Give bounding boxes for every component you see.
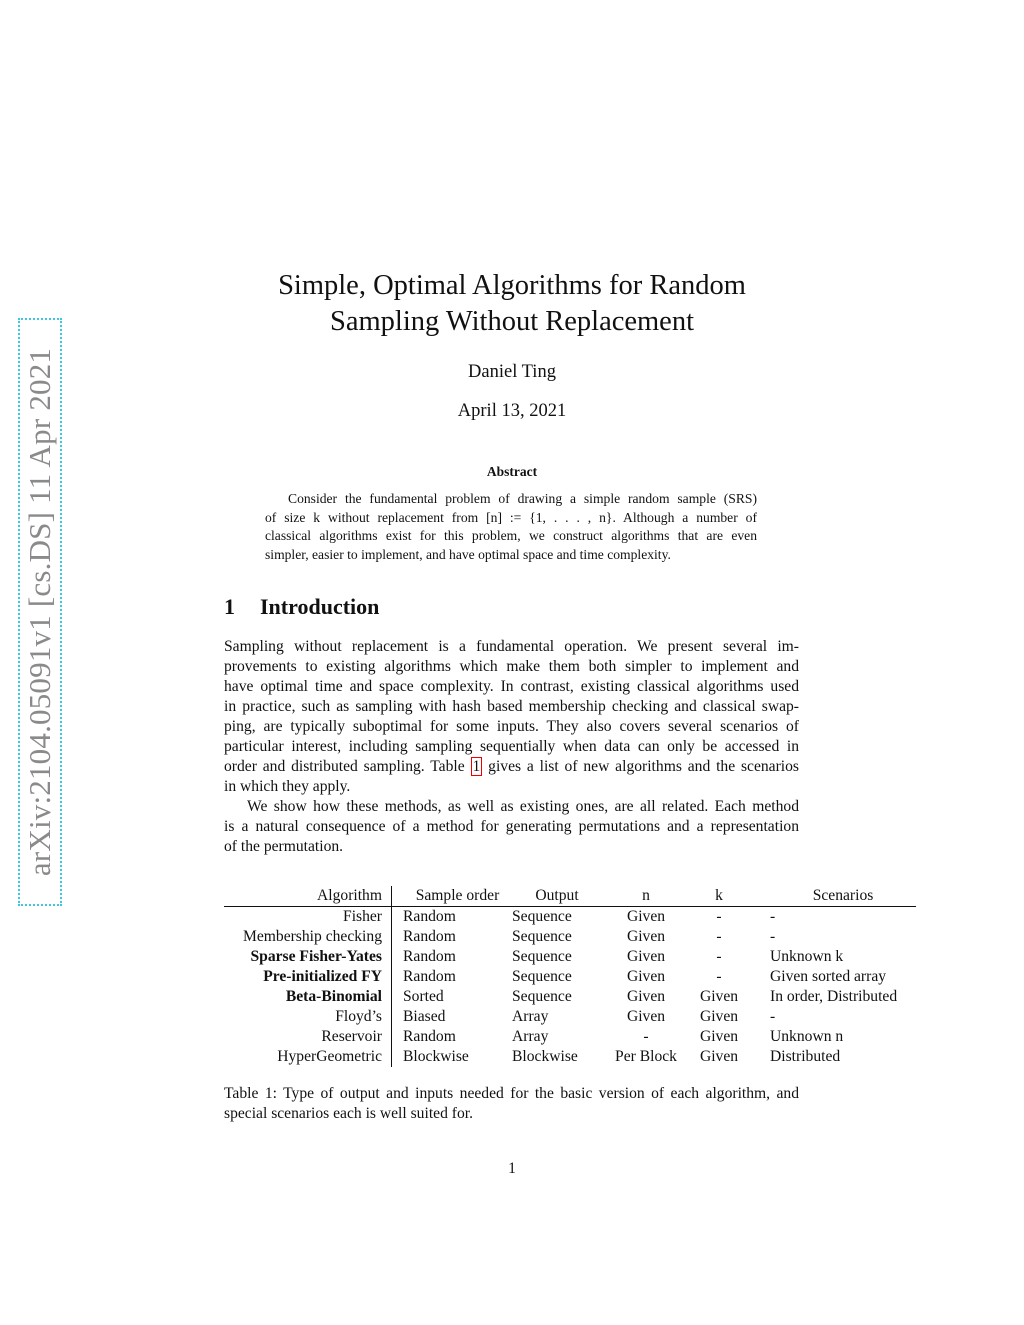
- table-cell: Given: [626, 928, 666, 945]
- table-row: [224, 967, 916, 987]
- intro-paragraph-1: [224, 637, 799, 797]
- table-cell: Unknown n: [770, 1028, 844, 1045]
- table-cell: Floyd’s: [224, 1007, 392, 1027]
- table-cell: Array: [512, 1008, 549, 1025]
- table-cell: Biased: [403, 1008, 446, 1025]
- abstract-line: simpler, easier to implement, and have optimal space and time complexity.: [265, 546, 671, 562]
- abstract-line: classical algorithms exist for this problem, we construct algorithms that are even: [265, 528, 757, 543]
- table-cell: Given sorted array: [770, 968, 887, 985]
- table-cell: Fisher: [224, 907, 392, 928]
- paper-title: [0, 268, 1024, 340]
- table-cell: -: [770, 928, 776, 945]
- text-line: Sampling without replacement is a fundamental operation. We present several im-: [224, 638, 799, 655]
- text-line: ping, are typically suboptimal for some inputs. They also covers several scenarios of: [224, 718, 799, 735]
- table-cell: Given: [626, 948, 666, 965]
- text-line: provements to existing algorithms which make them both simpler to implement and: [224, 658, 799, 675]
- table-cell: Reservoir: [224, 1027, 392, 1047]
- column-header: Algorithm: [224, 886, 392, 907]
- table-cell: Random: [403, 968, 456, 985]
- intro-paragraph-2: [224, 797, 799, 857]
- table-cell: Blockwise: [403, 1048, 469, 1065]
- table-cell: Sequence: [512, 968, 572, 985]
- table-cell: -: [716, 908, 722, 925]
- text-fragment: gives a list of new algorithms and the scenarios: [488, 758, 799, 775]
- table-cell: Given: [699, 1028, 739, 1045]
- table-cell: Random: [403, 1028, 456, 1045]
- table-cell: Given: [626, 908, 666, 925]
- title-line: Sampling Without Replacement: [329, 306, 694, 337]
- caption-line: Table 1: Type of output and inputs needed for the basic version of each algorithm, and: [224, 1085, 799, 1102]
- table-cell: -: [643, 1028, 649, 1045]
- table-cell: Membership checking: [224, 927, 392, 947]
- table-row: [224, 1047, 916, 1067]
- text-line: have optimal time and space complexity. In contrast, existing classical algorithms used: [224, 678, 799, 695]
- text-line: We show how these methods, as well as existing ones, are all related. Each method: [247, 798, 799, 815]
- text-line: is a natural consequence of a method for generating permutations and a representation: [224, 818, 799, 835]
- text-line: [224, 757, 799, 777]
- table-caption: [224, 1084, 799, 1124]
- table-cell: -: [716, 948, 722, 965]
- table-cell: Sequence: [512, 908, 572, 925]
- table-cell: Sequence: [512, 928, 572, 945]
- caption-line: special scenarios each is well suited for.: [224, 1105, 473, 1122]
- table-cell: -: [770, 1008, 776, 1025]
- table-reference-link[interactable]: 1: [472, 758, 481, 775]
- table-cell: Given: [699, 1008, 739, 1025]
- date: April 13, 2021: [457, 401, 567, 421]
- table-row: [224, 947, 916, 967]
- table-cell: -: [716, 928, 722, 945]
- algorithms-table: [224, 886, 916, 1067]
- text-fragment: order and distributed sampling. Table: [224, 758, 465, 775]
- table-cell: Sorted: [403, 988, 444, 1005]
- table-row: [224, 907, 916, 928]
- author: Daniel Ting: [468, 362, 556, 382]
- text-line: in which they apply.: [224, 778, 351, 795]
- text-line: particular interest, including sampling sequentially when data can only be accessed in: [224, 738, 799, 755]
- page-number: 1: [508, 1160, 516, 1177]
- text-line: of the permutation.: [224, 838, 344, 855]
- table-cell: Given: [626, 988, 666, 1005]
- table-row: [224, 927, 916, 947]
- table-row: [224, 987, 916, 1007]
- table-header-row: [224, 886, 916, 907]
- table-cell: Random: [403, 948, 456, 965]
- table-cell: Unknown k: [770, 948, 844, 965]
- table-cell: Given: [626, 1008, 666, 1025]
- abstract-body: [265, 490, 757, 564]
- arxiv-id: arXiv:2104.05091v1 [cs.DS] 11 Apr 2021: [22, 347, 57, 877]
- table-cell: -: [716, 968, 722, 985]
- table-cell: Pre-initialized FY: [224, 967, 392, 987]
- table-cell: In order, Distributed: [770, 988, 898, 1005]
- table-cell: Beta-Binomial: [224, 987, 392, 1007]
- table-cell: HyperGeometric: [224, 1047, 392, 1067]
- column-header: k: [690, 886, 748, 907]
- table-cell: Given: [699, 988, 739, 1005]
- table-cell: Given: [699, 1048, 739, 1065]
- table-cell: Random: [403, 908, 456, 925]
- table-cell: Sequence: [512, 948, 572, 965]
- table-cell: Random: [403, 928, 456, 945]
- abstract-line: of size k without replacement from [n] := {1, . . . , n}. Although a number of: [265, 509, 757, 525]
- table-cell: Sequence: [512, 988, 572, 1005]
- title-line: Simple, Optimal Algorithms for Random: [278, 270, 746, 301]
- table-cell: Blockwise: [512, 1048, 578, 1065]
- table-cell: Sparse Fisher-Yates: [224, 947, 392, 967]
- table-cell: Distributed: [770, 1048, 841, 1065]
- abstract-heading: Abstract: [486, 464, 538, 479]
- table-cell: Array: [512, 1028, 549, 1045]
- column-header: Sample order: [392, 886, 513, 907]
- column-header: Output: [512, 886, 602, 907]
- table-cell: -: [770, 908, 776, 925]
- table-cell: Given: [626, 968, 666, 985]
- table-row: [224, 1027, 916, 1047]
- section-title: Introduction: [260, 594, 380, 619]
- column-header: n: [602, 886, 690, 907]
- column-header: Scenarios: [748, 886, 916, 907]
- table-row: [224, 1007, 916, 1027]
- abstract-line: Consider the fundamental problem of drawing a simple random sample (SRS): [288, 491, 757, 506]
- section-number: 1: [224, 594, 235, 619]
- table-cell: Per Block: [615, 1048, 677, 1065]
- text-line: in practice, such as sampling with hash based membership checking and classical swap-: [224, 698, 799, 715]
